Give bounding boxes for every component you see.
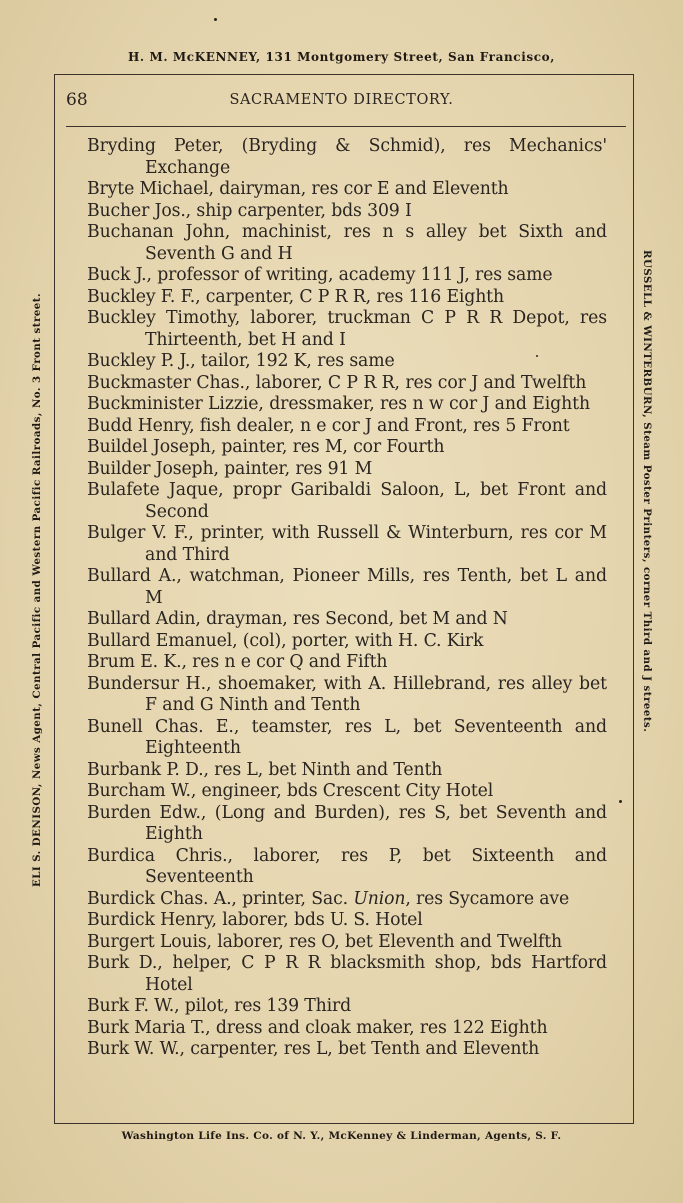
directory-entry: Bulger V. F., printer, with Russell & Winterburn, res cor M and Third: [87, 523, 607, 565]
directory-entry: Bullard Adin, drayman, res Second, bet M and N: [87, 609, 508, 629]
top-advertisement-banner: H. M. McKENNEY, 131 Montgomery Street, San Francisco,: [127, 50, 556, 64]
directory-entry: Burk D., helper, C P R R blacksmith shop, bds Hartford Hotel: [87, 953, 607, 995]
header-rule: [66, 126, 626, 127]
directory-entry: Bryding Peter, (Bryding & Schmid), res Mechanics' Exchange: [87, 136, 607, 178]
directory-entry: Brum E. K., res n e cor Q and Fifth: [87, 652, 388, 672]
directory-entry: Buckley F. F., carpenter, C P R R, res 116 Eighth: [87, 286, 504, 307]
bottom-advertisement-banner: Washington Life Ins. Co. of N. Y., McKenney & Linderman, Agents, S. F.: [121, 1130, 562, 1142]
print-speck: [536, 355, 538, 357]
directory-entry: Burgert Louis, laborer, res O, bet Eleventh and Twelfth: [87, 931, 563, 952]
directory-entry: Bunell Chas. E., teamster, res L, bet Seventeenth and Eighteenth: [87, 716, 607, 758]
directory-entry: Burbank P. D., res L, bet Ninth and Tenth: [87, 759, 443, 780]
newspaper-name: Union: [353, 888, 406, 909]
directory-entry: Burk Maria T., dress and cloak maker, res 122 Eighth: [87, 1017, 548, 1038]
running-head: SACRAMENTO DIRECTORY.: [229, 92, 454, 108]
directory-entry: Burcham W., engineer, bds Crescent City Hotel: [87, 781, 494, 801]
right-margin-advertisement: RUSSELL & WINTERBURN, Steam Poster Printers, corner Third and J streets.: [641, 250, 653, 733]
print-speck: [214, 18, 217, 21]
print-speck: [619, 800, 622, 803]
directory-entry: Bundersur H., shoemaker, with A. Hillebrand, res alley bet F and G Ninth and Tenth: [87, 673, 607, 715]
directory-entry: Burk W. W., carpenter, res L, bet Tenth and Eleventh: [87, 1039, 540, 1059]
left-margin-advertisement: ELI S. DENISON, News Agent, Central Pacific and Western Pacific Railroads, No. 3 Front street.: [31, 292, 43, 888]
directory-entry: Buck J., professor of writing, academy 111 J, res same: [87, 265, 553, 285]
directory-entry: Burdica Chris., laborer, res P, bet Sixteenth and Seventeenth: [87, 845, 607, 887]
directory-entry: Burdick Chas. A., printer, Sac. Union, res Sycamore ave: [87, 888, 570, 909]
directory-entry: Budd Henry, fish dealer, n e cor J and Front, res 5 Front: [87, 415, 570, 436]
directory-entry: Buckley P. J., tailor, 192 K, res same: [87, 351, 395, 371]
directory-entry: Buckley Timothy, laborer, truckman C P R R Depot, res Thirteenth, bet H and I: [87, 308, 607, 350]
directory-entry: Burdick Henry, laborer, bds U. S. Hotel: [87, 910, 423, 930]
directory-entry: Bullard A., watchman, Pioneer Mills, res Tenth, bet L and M: [87, 566, 607, 608]
directory-entry: Buckminister Lizzie, dressmaker, res n w cor J and Eighth: [87, 394, 591, 414]
directory-entry: Bullard Emanuel, (col), porter, with H. C. Kirk: [87, 630, 484, 651]
directory-entry: Bulafete Jaque, propr Garibaldi Saloon, L, bet Front and Second: [87, 480, 607, 522]
directory-entry: Burk F. W., pilot, res 139 Third: [87, 996, 352, 1016]
directory-entries: [87, 136, 607, 1061]
directory-entry: Builder Joseph, painter, res 91 M: [87, 458, 373, 479]
directory-entry: Bryte Michael, dairyman, res cor E and Eleventh: [87, 179, 509, 199]
directory-entry: Buchanan John, machinist, res n s alley bet Sixth and Seventh G and H: [87, 222, 607, 264]
page-number: 68: [66, 90, 88, 110]
directory-entry: Bucher Jos., ship carpenter, bds 309 I: [87, 200, 412, 221]
directory-entry: Buildel Joseph, painter, res M, cor Fourth: [87, 437, 445, 457]
directory-entry: Buckmaster Chas., laborer, C P R R, res cor J and Twelfth: [87, 372, 587, 393]
directory-entry: Burden Edw., (Long and Burden), res S, bet Seventh and Eighth: [87, 802, 607, 844]
